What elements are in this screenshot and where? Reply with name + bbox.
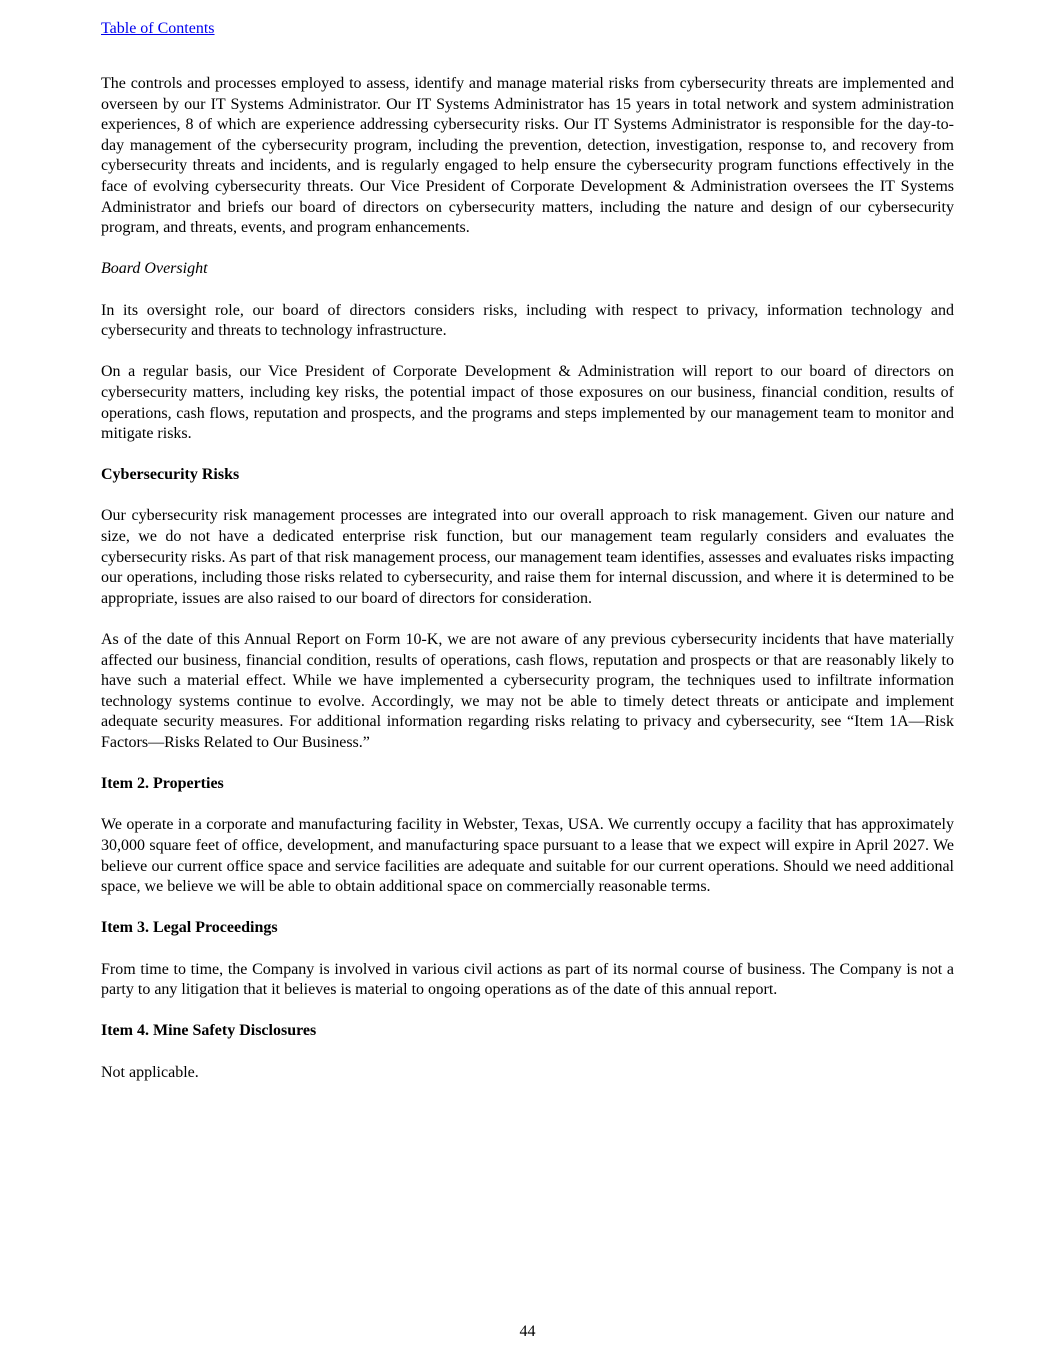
cybersecurity-risks-heading: Cybersecurity Risks	[101, 466, 240, 484]
board-oversight-paragraph: On a regular basis, our Vice President of Corporate Development & Administration will report to our board of directors on cybersecurity matters, including key risks, the potential impact of those exposures on our business, financial condition, results of operations, cash flows, reputation and prospects, and the programs and steps implemented by our management team to monitor and mitigate risks.	[101, 363, 954, 443]
document-body	[101, 74, 954, 1104]
table-of-contents-link[interactable]: Table of Contents	[101, 20, 215, 37]
item-2-paragraph: We operate in a corporate and manufacturing facility in Webster, Texas, USA. We currently occupy a facility that has approximately 30,000 square feet of office, development, and manufacturing space pursuant to a lease that we expect will expire in April 2027. We believe our current office space and service facilities are adequate and suitable for our current operations. Should we need additional space, we believe we will be able to obtain additional space on commercially reasonable terms.	[101, 816, 954, 896]
item-2-heading: Item 2. Properties	[101, 775, 224, 793]
page-number: 44	[519, 1323, 536, 1340]
cybersecurity-risks-paragraph: Our cybersecurity risk management processes are integrated into our overall approach to risk management. Given our nature and size, we do not have a dedicated enterprise risk function, but our management team regularly considers and evaluates the cybersecurity risks. As part of that risk management process, our management team identifies, assesses and evaluates risks impacting our operations, including those risks related to cybersecurity, and raise them for internal discussion, and where it is determined to be appropriate, issues are also raised to our board of directors for consideration.	[101, 507, 954, 607]
item-3-paragraph: From time to time, the Company is involved in various civil actions as part of its normal course of business. The Company is not a party to any litigation that it believes is material to ongoing operations as of the date of this annual report.	[101, 960, 954, 999]
item-3-heading: Item 3. Legal Proceedings	[101, 919, 278, 937]
cybersecurity-risks-paragraph: As of the date of this Annual Report on Form 10-K, we are not aware of any previous cybersecurity incidents that have materially affected our business, financial condition, results of operations, cash flows, reputation and prospects or that are reasonably likely to have such a material effect. While we have implemented a cybersecurity program, the techniques used to infiltrate information technology systems continue to evolve. Accordingly, we may not be able to timely detect threats or anticipate and implement adequate security measures. For additional information regarding risks relating to privacy and cybersecurity, see “Item 1A—Risk Factors—Risks Related to Our Business.”	[101, 631, 954, 751]
board-oversight-heading: Board Oversight	[101, 260, 208, 278]
it-administrator-paragraph: The controls and processes employed to assess, identify and manage material risks from cybersecurity threats are implemented and overseen by our IT Systems Administrator. Our IT Systems Administrator has 15 years in total network and system administration experiences, 8 of which are experience addressing cybersecurity risks. Our IT Systems Administrator is responsible for the day-to-day management of the cybersecurity program, including the prevention, detection, investigation, response to, and recovery from cybersecurity threats and incidents, and is regularly engaged to help ensure the cybersecurity program functions effectively in the face of evolving cybersecurity threats. Our Vice President of Corporate Development & Administration oversees the IT Systems Administrator and briefs our board of directors on cybersecurity matters, including the nature and design of our cybersecurity program, and threats, events, and program enhancements.	[101, 75, 954, 237]
board-oversight-paragraph: In its oversight role, our board of directors considers risks, including with respect to privacy, information technology and cybersecurity and threats to technology infrastructure.	[101, 301, 954, 340]
item-4-paragraph: Not applicable.	[101, 1063, 199, 1081]
item-4-heading: Item 4. Mine Safety Disclosures	[101, 1022, 317, 1040]
